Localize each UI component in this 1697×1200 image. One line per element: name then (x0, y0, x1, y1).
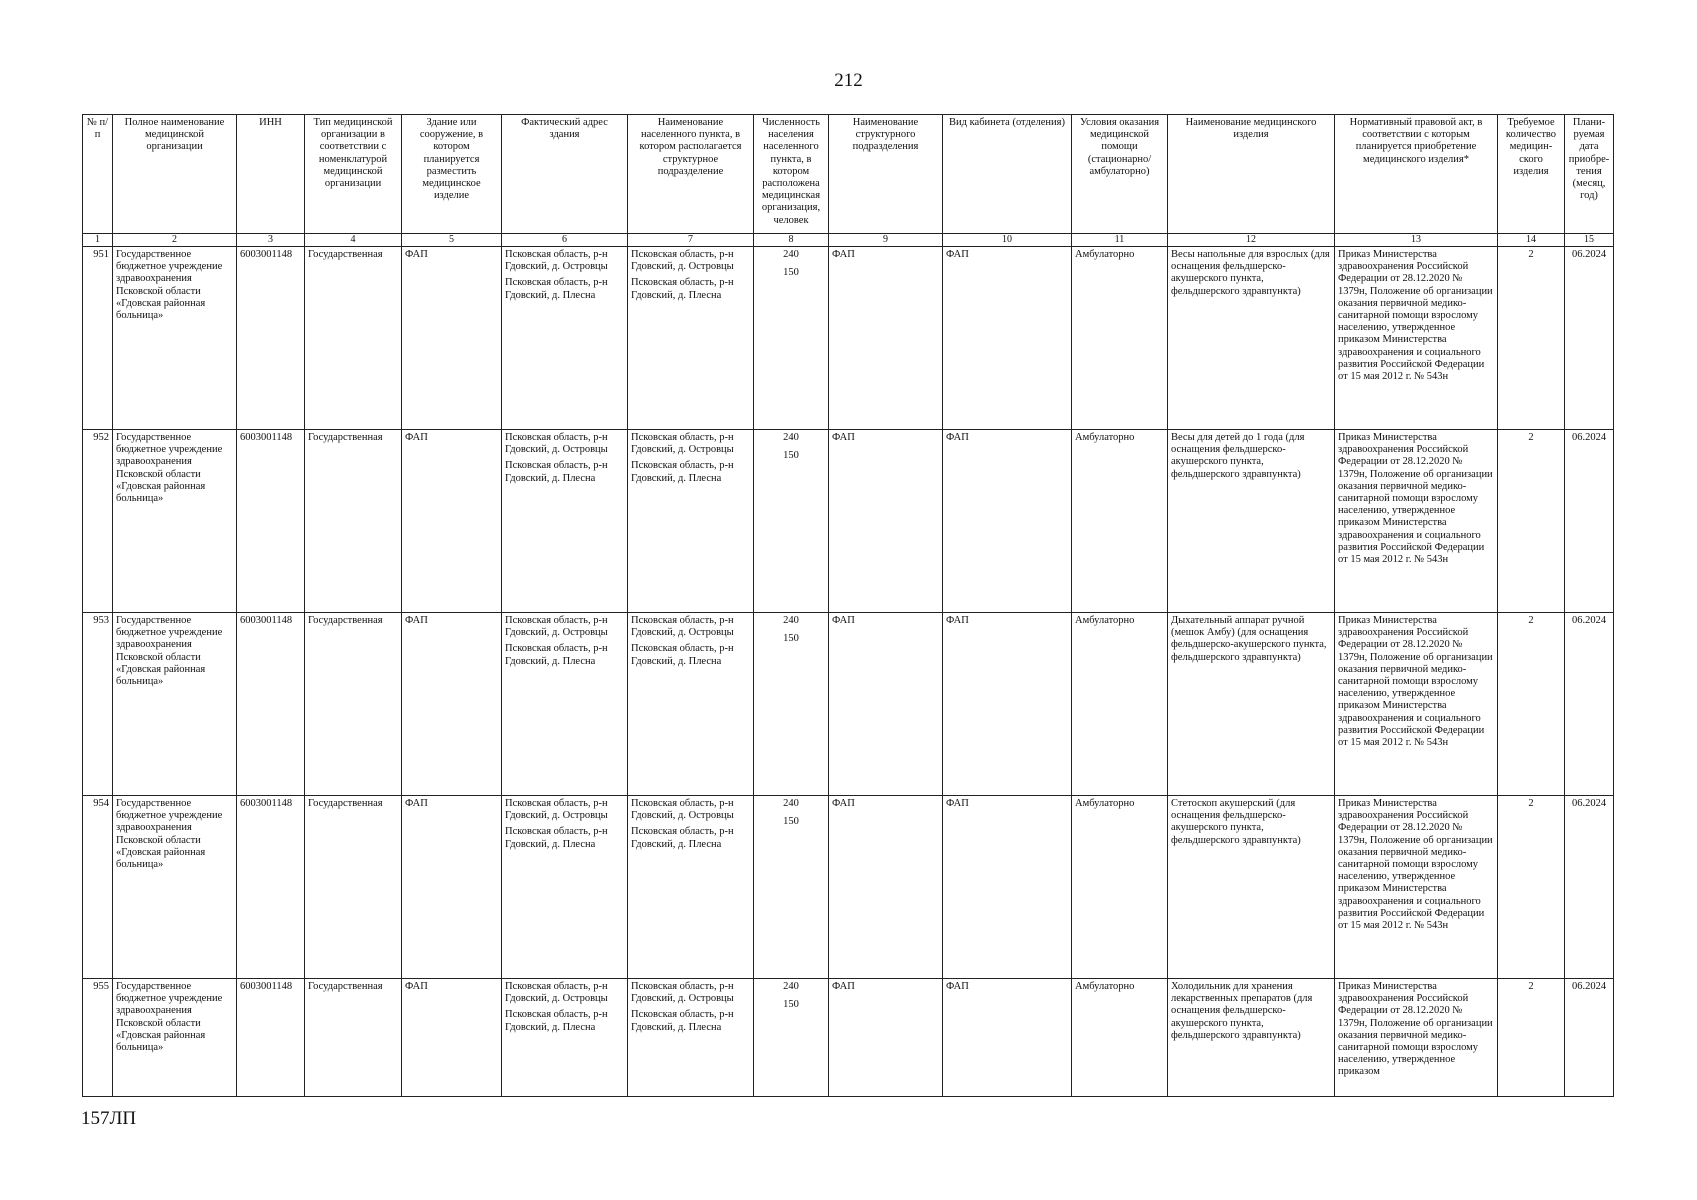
col-number: 10 (943, 234, 1072, 247)
population-cell (754, 979, 829, 1097)
address-line: Псковская область, р-н Гдовский, д. Островцы (505, 249, 608, 273)
col-header-quantity: Требуемое количество медицин-ского изделия (1498, 115, 1565, 234)
row-index: 952 (83, 430, 113, 613)
table-row (83, 796, 1614, 979)
inn: 6003001148 (237, 979, 305, 1097)
col-number: 2 (113, 234, 237, 247)
inn: 6003001148 (237, 613, 305, 796)
conditions: Амбулаторно (1072, 796, 1168, 979)
table-row (83, 430, 1614, 613)
population-cell (754, 247, 829, 430)
cabinet: ФАП (943, 430, 1072, 613)
address-line: Псковская область, р-н Гдовский, д. Плесна (505, 826, 608, 850)
unit: ФАП (829, 613, 943, 796)
population-value: 240 (783, 798, 799, 809)
document-code: 157ЛП (81, 1108, 137, 1129)
col-number: 4 (305, 234, 402, 247)
col-header-inn: ИНН (237, 115, 305, 234)
conditions: Амбулаторно (1072, 979, 1168, 1097)
cabinet: ФАП (943, 796, 1072, 979)
quantity: 2 (1498, 430, 1565, 613)
org-name: Государственное бюджетное учреждение здравоохранения Псковской области «Гдовская районная больница» (113, 613, 237, 796)
address-line: Псковская область, р-н Гдовский, д. Плесна (505, 1009, 608, 1033)
address-cell (502, 613, 628, 796)
conditions: Амбулаторно (1072, 430, 1168, 613)
address-line: Псковская область, р-н Гдовский, д. Островцы (505, 615, 608, 639)
col-header-conditions: Условия оказания медицинской помощи (стационарно/ амбулаторно) (1072, 115, 1168, 234)
quantity: 2 (1498, 979, 1565, 1097)
table-row (83, 247, 1614, 430)
column-number-row (83, 234, 1614, 247)
address-cell (502, 979, 628, 1097)
settlement-cell (628, 430, 754, 613)
col-header-date: Плани-руемая дата приобре-тения (месяц, год) (1565, 115, 1614, 234)
org-type: Государственная (305, 247, 402, 430)
col-number: 9 (829, 234, 943, 247)
settlement-cell (628, 796, 754, 979)
building: ФАП (402, 430, 502, 613)
population-value: 240 (783, 981, 799, 992)
row-index: 954 (83, 796, 113, 979)
inn: 6003001148 (237, 247, 305, 430)
address-line: Псковская область, р-н Гдовский, д. Островцы (505, 798, 608, 822)
col-header-address: Фактический адрес здания (502, 115, 628, 234)
address-cell (502, 247, 628, 430)
unit: ФАП (829, 430, 943, 613)
col-number: 6 (502, 234, 628, 247)
device-name: Стетоскоп акушерский (для оснащения фельдшерско-акушерского пункта, фельдшерского здравпункта) (1168, 796, 1335, 979)
legal-act: Приказ Министерства здравоохранения Российской Федерации от 28.12.2020 № 1379н, Положение об организации оказания первичной медико-санитарной помощи взрослому населению, утвержденное приказом (1335, 979, 1498, 1097)
org-type: Государственная (305, 979, 402, 1097)
population-value: 240 (783, 432, 799, 443)
population-cell (754, 796, 829, 979)
col-number: 13 (1335, 234, 1498, 247)
settlement-cell (628, 979, 754, 1097)
col-header-population: Численность населения населенного пункта, в котором расположена медицинская организация, человек (754, 115, 829, 234)
settlement-line: Псковская область, р-н Гдовский, д. Плесна (631, 277, 734, 301)
settlement-line: Псковская область, р-н Гдовский, д. Островцы (631, 249, 734, 273)
unit: ФАП (829, 796, 943, 979)
col-number: 12 (1168, 234, 1335, 247)
col-header-building: Здание или сооружение, в котором планируется разместить медицинское изделие (402, 115, 502, 234)
org-name: Государственное бюджетное учреждение здравоохранения Псковской области «Гдовская районная больница» (113, 796, 237, 979)
org-type: Государственная (305, 613, 402, 796)
address-cell (502, 796, 628, 979)
col-number: 15 (1565, 234, 1614, 247)
col-number: 14 (1498, 234, 1565, 247)
inn: 6003001148 (237, 430, 305, 613)
col-number: 3 (237, 234, 305, 247)
settlement-line: Псковская область, р-н Гдовский, д. Плесна (631, 1009, 734, 1033)
org-name: Государственное бюджетное учреждение здравоохранения Псковской области «Гдовская районная больница» (113, 247, 237, 430)
col-number: 1 (83, 234, 113, 247)
col-header-type: Тип медицинской организации в соответствии с номенклатурой медицинской организации (305, 115, 402, 234)
building: ФАП (402, 613, 502, 796)
device-name: Дыхательный аппарат ручной (мешок Амбу) (для оснащения фельдшерско-акушерского пункта, фельдшерского здравпункта) (1168, 613, 1335, 796)
inn: 6003001148 (237, 796, 305, 979)
col-header-cabinet: Вид кабинета (отделения) (943, 115, 1072, 234)
col-header-act: Нормативный правовой акт, в соответствии с которым планируется приобретение медицинского изделия* (1335, 115, 1498, 234)
population-value: 240 (783, 615, 799, 626)
col-header-settlement: Наименование населенного пункта, в котором располагается структурное подразделение (628, 115, 754, 234)
table-row (83, 613, 1614, 796)
purchase-date: 06.2024 (1565, 796, 1614, 979)
address-cell (502, 430, 628, 613)
cabinet: ФАП (943, 613, 1072, 796)
page-number: 212 (834, 70, 863, 91)
legal-act: Приказ Министерства здравоохранения Российской Федерации от 28.12.2020 № 1379н, Положение об организации оказания первичной медико-санитарной помощи взрослому населению, утвержденное приказом Министерства здравоохранения и социального развития Российской Федерации от 15 мая 2012 г. № 543н (1335, 613, 1498, 796)
legal-act: Приказ Министерства здравоохранения Российской Федерации от 28.12.2020 № 1379н, Положение об организации оказания первичной медико-санитарной помощи взрослому населению, утвержденное приказом Министерства здравоохранения и социального развития Российской Федерации от 15 мая 2012 г. № 543н (1335, 796, 1498, 979)
col-number: 11 (1072, 234, 1168, 247)
col-header-device: Наименование медицинского изделия (1168, 115, 1335, 234)
population-value: 150 (783, 267, 799, 279)
settlement-line: Псковская область, р-н Гдовский, д. Островцы (631, 981, 734, 1005)
col-header-unit: Наименование структурного подразделения (829, 115, 943, 234)
row-index: 955 (83, 979, 113, 1097)
quantity: 2 (1498, 247, 1565, 430)
col-header-org: Полное наименование медицинской организации (113, 115, 237, 234)
address-line: Псковская область, р-н Гдовский, д. Плесна (505, 460, 608, 484)
settlement-line: Псковская область, р-н Гдовский, д. Плесна (631, 643, 734, 667)
col-number: 5 (402, 234, 502, 247)
settlement-line: Псковская область, р-н Гдовский, д. Островцы (631, 432, 734, 456)
unit: ФАП (829, 247, 943, 430)
settlement-cell (628, 613, 754, 796)
org-name: Государственное бюджетное учреждение здравоохранения Псковской области «Гдовская районная больница» (113, 979, 237, 1097)
address-line: Псковская область, р-н Гдовский, д. Плесна (505, 277, 608, 301)
row-index: 951 (83, 247, 113, 430)
cabinet: ФАП (943, 979, 1072, 1097)
building: ФАП (402, 796, 502, 979)
unit: ФАП (829, 979, 943, 1097)
quantity: 2 (1498, 796, 1565, 979)
purchase-date: 06.2024 (1565, 613, 1614, 796)
col-number: 8 (754, 234, 829, 247)
org-type: Государственная (305, 430, 402, 613)
purchase-date: 06.2024 (1565, 430, 1614, 613)
building: ФАП (402, 979, 502, 1097)
address-line: Псковская область, р-н Гдовский, д. Плесна (505, 643, 608, 667)
quantity: 2 (1498, 613, 1565, 796)
header-row (83, 115, 1614, 234)
settlement-cell (628, 247, 754, 430)
population-value: 150 (783, 633, 799, 645)
legal-act: Приказ Министерства здравоохранения Российской Федерации от 28.12.2020 № 1379н, Положение об организации оказания первичной медико-санитарной помощи взрослому населению, утвержденное приказом Министерства здравоохранения и социального развития Российской Федерации от 15 мая 2012 г. № 543н (1335, 247, 1498, 430)
settlement-line: Псковская область, р-н Гдовский, д. Островцы (631, 798, 734, 822)
address-line: Псковская область, р-н Гдовский, д. Островцы (505, 432, 608, 456)
org-name: Государственное бюджетное учреждение здравоохранения Псковской области «Гдовская районная больница» (113, 430, 237, 613)
purchase-date: 06.2024 (1565, 979, 1614, 1097)
conditions: Амбулаторно (1072, 247, 1168, 430)
org-type: Государственная (305, 796, 402, 979)
settlement-line: Псковская область, р-н Гдовский, д. Плесна (631, 826, 734, 850)
population-value: 150 (783, 450, 799, 462)
cabinet: ФАП (943, 247, 1072, 430)
population-value: 150 (783, 816, 799, 828)
legal-act: Приказ Министерства здравоохранения Российской Федерации от 28.12.2020 № 1379н, Положение об организации оказания первичной медико-санитарной помощи взрослому населению, утвержденное приказом Министерства здравоохранения и социального развития Российской Федерации от 15 мая 2012 г. № 543н (1335, 430, 1498, 613)
conditions: Амбулаторно (1072, 613, 1168, 796)
equipment-table (82, 114, 1614, 1097)
population-value: 150 (783, 999, 799, 1011)
building: ФАП (402, 247, 502, 430)
address-line: Псковская область, р-н Гдовский, д. Островцы (505, 981, 608, 1005)
row-index: 953 (83, 613, 113, 796)
purchase-date: 06.2024 (1565, 247, 1614, 430)
device-name: Весы для детей до 1 года (для оснащения фельдшерско-акушерского пункта, фельдшерского здравпункта) (1168, 430, 1335, 613)
col-header-index: № п/п (83, 115, 113, 234)
settlement-line: Псковская область, р-н Гдовский, д. Островцы (631, 615, 734, 639)
population-cell (754, 430, 829, 613)
col-number: 7 (628, 234, 754, 247)
settlement-line: Псковская область, р-н Гдовский, д. Плесна (631, 460, 734, 484)
population-cell (754, 613, 829, 796)
device-name: Холодильник для хранения лекарственных препаратов (для оснащения фельдшерско-акушерского пункта, фельдшерского здравпункта) (1168, 979, 1335, 1097)
population-value: 240 (783, 249, 799, 260)
table-row (83, 979, 1614, 1097)
device-name: Весы напольные для взрослых (для оснащения фельдшерско-акушерского пункта, фельдшерского здравпункта) (1168, 247, 1335, 430)
